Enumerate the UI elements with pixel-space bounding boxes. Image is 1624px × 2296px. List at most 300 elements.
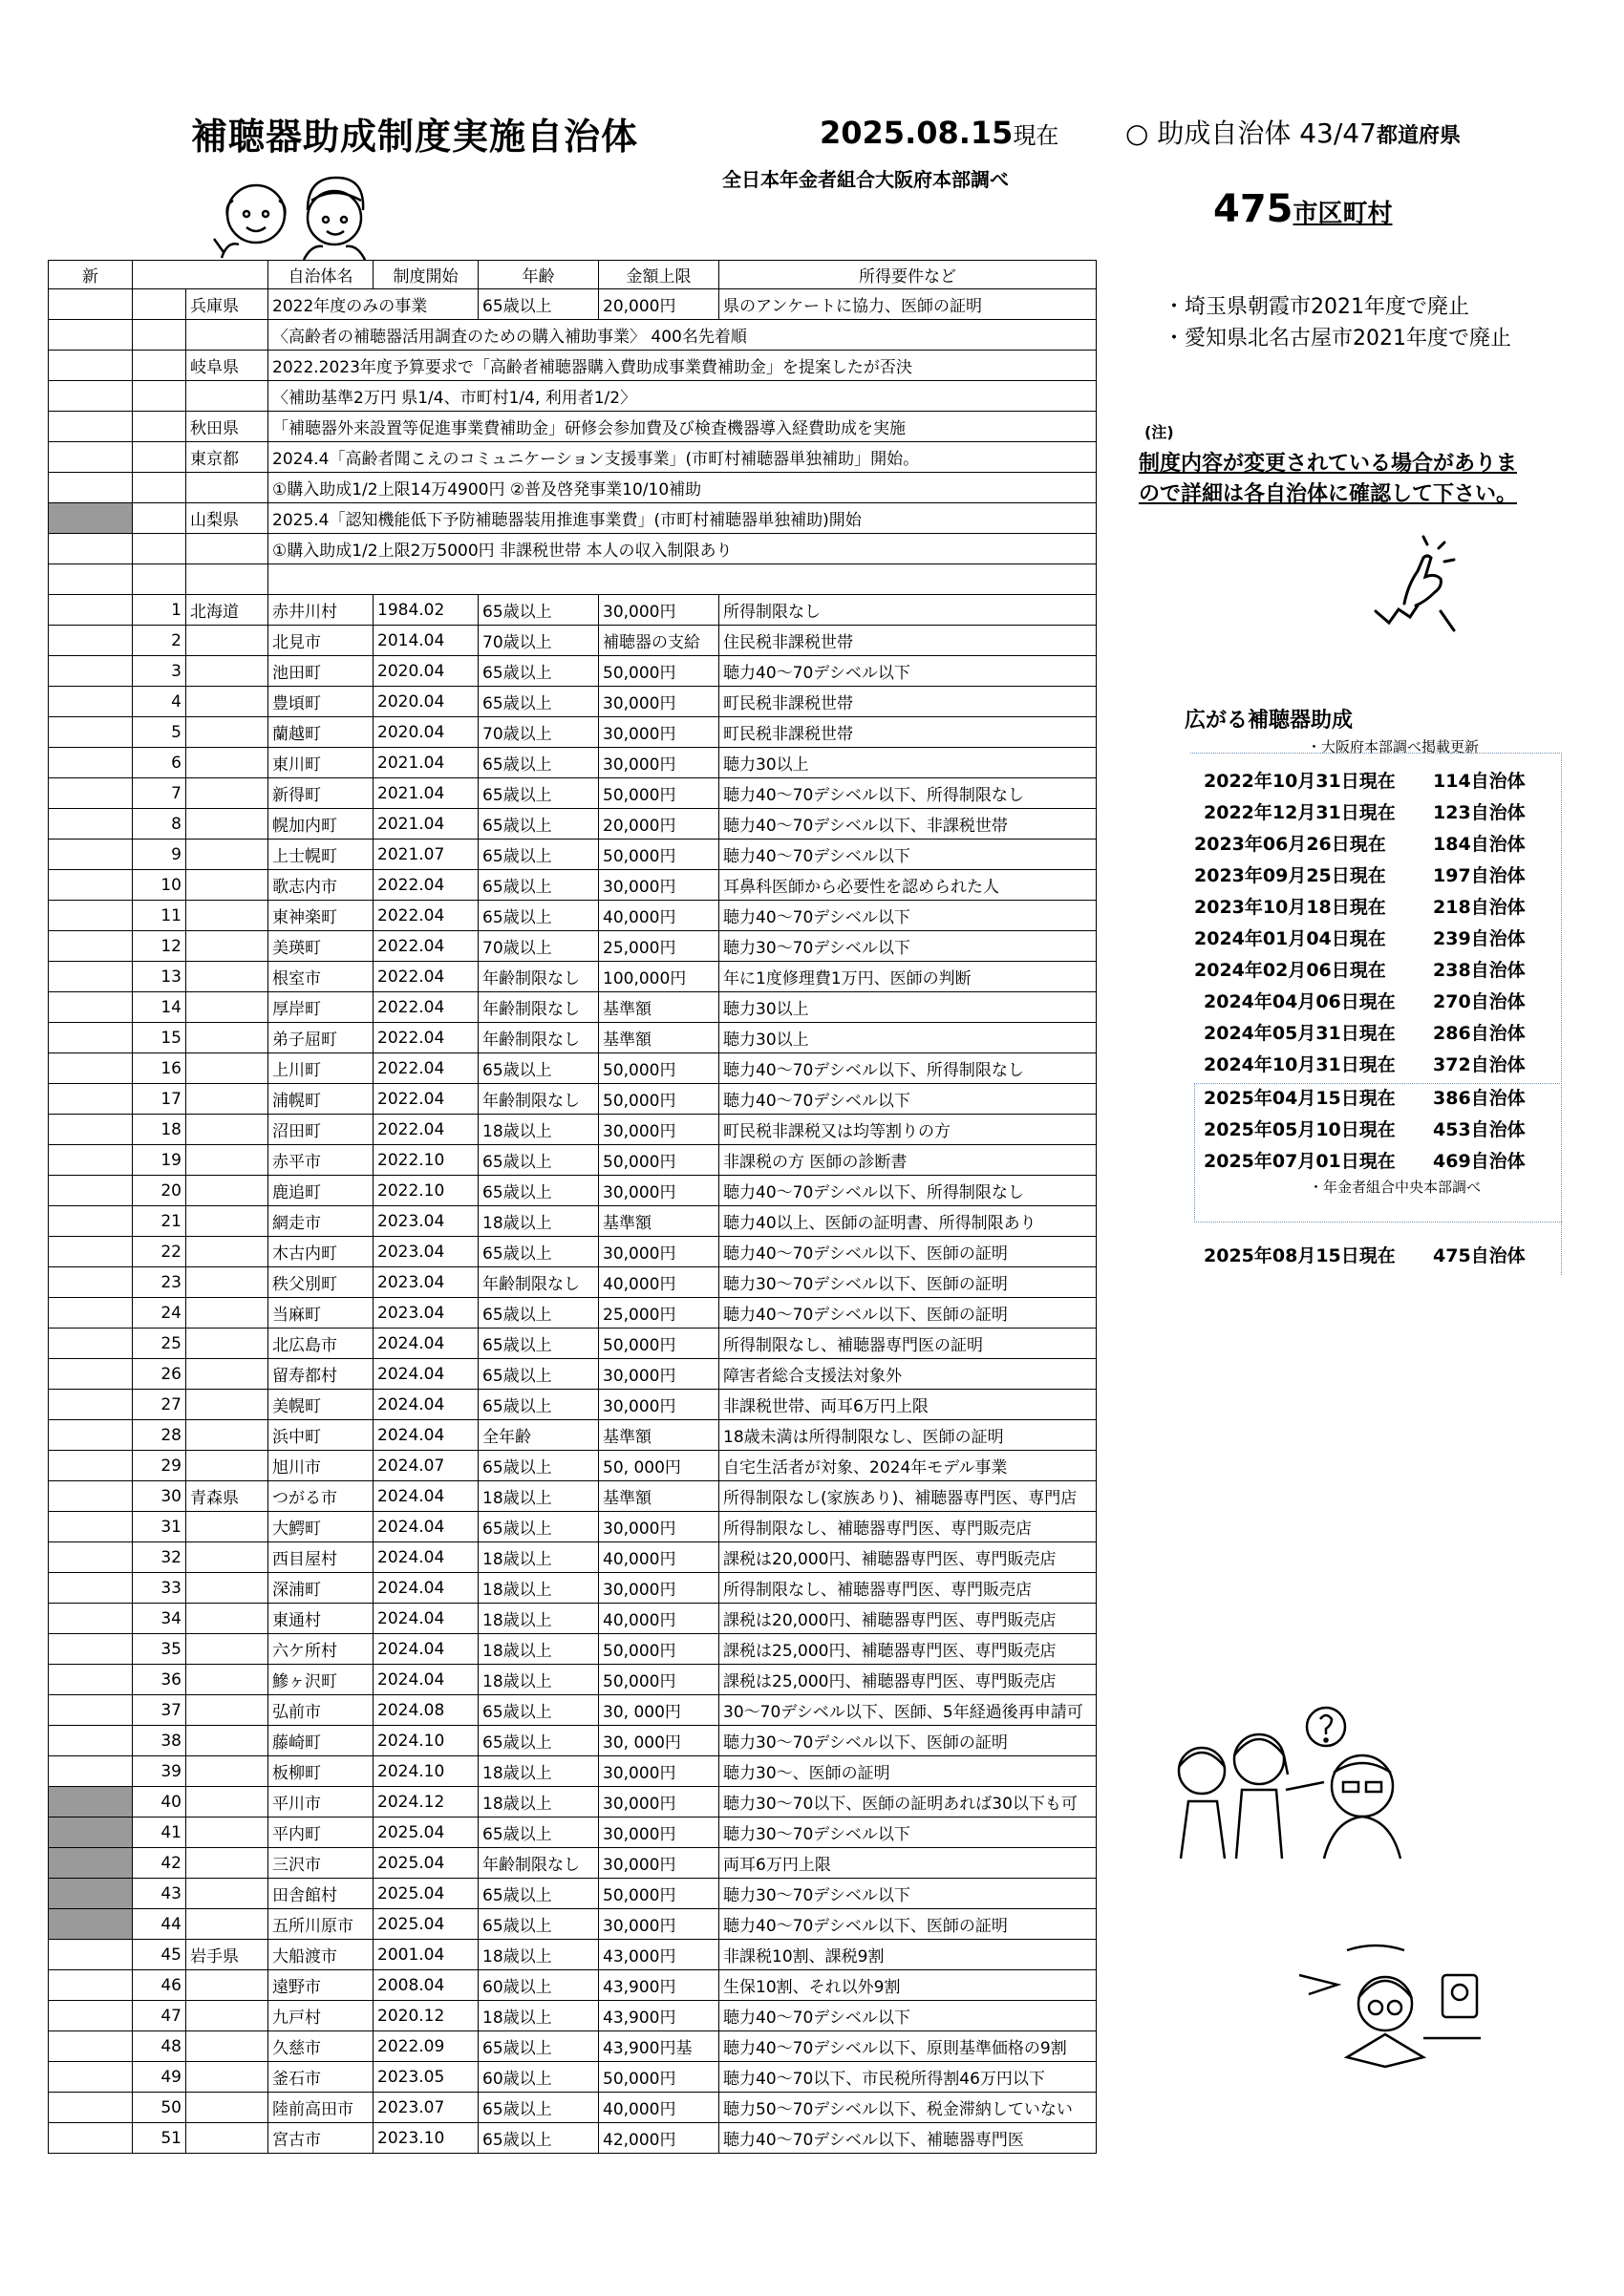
row-number: 32: [133, 1542, 186, 1573]
amount: 基準額: [599, 1420, 719, 1451]
new-marker: [49, 1023, 133, 1053]
table-row: [49, 1359, 1097, 1390]
amount: 30,000円: [599, 687, 719, 717]
row-number: 23: [133, 1267, 186, 1298]
prefecture: [186, 1787, 268, 1818]
municipality: 東川町: [268, 748, 374, 778]
prefecture: [186, 1756, 268, 1787]
amount: 30,000円: [599, 717, 719, 748]
row-number: 41: [133, 1818, 186, 1848]
municipality: 美幌町: [268, 1390, 374, 1420]
amount: 30,000円: [599, 1848, 719, 1879]
age: 65歳以上: [479, 1298, 599, 1329]
new-marker: [49, 2031, 133, 2062]
trend-count: 270自治体: [1433, 991, 1526, 1012]
trend-date: 2024年10月31日現在: [1204, 1054, 1396, 1075]
requirement: 聴力30～70以下、医師の証明あれば30以下も可: [719, 1787, 1097, 1818]
row-number: 36: [133, 1665, 186, 1695]
municipality: 旭川市: [268, 1451, 374, 1481]
prefecture: [186, 1298, 268, 1329]
prefecture: [186, 870, 268, 901]
municipality: 赤井川村: [268, 595, 374, 626]
start-date: 2024.04: [374, 1542, 479, 1573]
start-date: 2022.04: [374, 1115, 479, 1145]
table-row: [49, 595, 1097, 626]
municipality: 三沢市: [268, 1848, 374, 1879]
row-number: 9: [133, 840, 186, 870]
row-number: 3: [133, 656, 186, 687]
row-number: 8: [133, 809, 186, 840]
table-row: [49, 717, 1097, 748]
requirement: 非課税の方 医師の診断書: [719, 1145, 1097, 1176]
prefecture: [186, 1084, 268, 1115]
prefecture-row: [49, 473, 1097, 503]
municipality: 浦幌町: [268, 1084, 374, 1115]
row-number: 15: [133, 1023, 186, 1053]
amount: 30,000円: [599, 1756, 719, 1787]
row-number: 46: [133, 1970, 186, 2001]
municipality: 上士幌町: [268, 840, 374, 870]
age: 18歳以上: [479, 1115, 599, 1145]
age: 60歳以上: [479, 2062, 599, 2093]
municipality: 板柳町: [268, 1756, 374, 1787]
start-date: 2023.04: [374, 1267, 479, 1298]
age: 70歳以上: [479, 626, 599, 656]
prefecture-row: [49, 412, 1097, 442]
prefecture-row: [49, 442, 1097, 473]
amount: 25,000円: [599, 1298, 719, 1329]
amount: 50,000円: [599, 656, 719, 687]
table-row: [49, 1695, 1097, 1726]
requirement: 住民税非課税世帯: [719, 626, 1097, 656]
prefecture: 岩手県: [186, 1940, 268, 1970]
row-number: 51: [133, 2123, 186, 2154]
requirement: 県のアンケートに協力、医師の証明: [719, 289, 1097, 320]
start-date: 2020.04: [374, 687, 479, 717]
table-header-row: [49, 261, 1097, 289]
new-marker: [49, 1237, 133, 1267]
table-row: [49, 1145, 1097, 1176]
age: 65歳以上: [479, 901, 599, 931]
start-date: 2021.07: [374, 840, 479, 870]
new-marker: [49, 1084, 133, 1115]
row-number: 38: [133, 1726, 186, 1756]
municipality: 鰺ヶ沢町: [268, 1665, 374, 1695]
prefecture-note: ①購入助成1/2上限2万5000円 非課税世帯 本人の収入制限あり: [268, 534, 1097, 564]
prefecture: [186, 1267, 268, 1298]
row-number: 18: [133, 1115, 186, 1145]
municipality: 宮古市: [268, 2123, 374, 2154]
age: 18歳以上: [479, 1573, 599, 1604]
amount: 30, 000円: [599, 1695, 719, 1726]
row-number: 28: [133, 1420, 186, 1451]
trend-date: 2023年09月25日現在: [1194, 865, 1386, 886]
prefecture-row: [49, 503, 1097, 534]
start-date: 2023.04: [374, 1237, 479, 1267]
start-date: 2024.04: [374, 1481, 479, 1512]
table-row: [49, 1053, 1097, 1084]
row-number: 50: [133, 2093, 186, 2123]
age: 65歳以上: [479, 1726, 599, 1756]
municipality: 西目屋村: [268, 1542, 374, 1573]
trend-count: 453自治体: [1433, 1119, 1526, 1140]
row-number: 25: [133, 1329, 186, 1359]
age: 65歳以上: [479, 809, 599, 840]
prefecture: [186, 1023, 268, 1053]
start-date: 2025.04: [374, 1848, 479, 1879]
note-line: 制度内容が変更されている場合がありま: [1139, 452, 1518, 476]
row-number: 17: [133, 1084, 186, 1115]
municipality: 北見市: [268, 626, 374, 656]
prefecture-row: [49, 351, 1097, 381]
prefecture: [186, 1053, 268, 1084]
table-row: [49, 1818, 1097, 1848]
row-number: [133, 412, 186, 442]
start-date: 2024.04: [374, 1634, 479, 1665]
prefecture-note: 「補聴器外来設置等促進事業費補助金」研修会参加費及び検査機器導入経費助成を実施: [268, 412, 1097, 442]
amount: 43,900円: [599, 1970, 719, 2001]
prefecture: [186, 962, 268, 992]
prefecture-row: [49, 289, 1097, 320]
table-row: [49, 901, 1097, 931]
requirement: 聴力40～70デシベル以下: [719, 840, 1097, 870]
prefecture: [186, 1176, 268, 1206]
new-marker: [49, 1390, 133, 1420]
start-date: 2023.07: [374, 2093, 479, 2123]
municipality: 幌加内町: [268, 809, 374, 840]
row-number: 22: [133, 1237, 186, 1267]
trend-count: 469自治体: [1433, 1151, 1526, 1172]
start-date: 2024.07: [374, 1451, 479, 1481]
municipality-count-value: 475: [1213, 187, 1293, 231]
requirement: 聴力40～70デシベル以下、所得制限なし: [719, 1176, 1097, 1206]
table-row: [49, 1206, 1097, 1237]
program-name: 2022年度のみの事業: [268, 289, 479, 320]
municipality: 歌志内市: [268, 870, 374, 901]
trend-date: 2024年02月06日現在: [1194, 960, 1386, 981]
subsidy-table: [48, 260, 1097, 2154]
prefecture: 兵庫県: [186, 289, 268, 320]
prefecture: [186, 2001, 268, 2031]
page-title: 補聴器助成制度実施自治体: [191, 116, 639, 158]
new-marker: [49, 1573, 133, 1604]
start-date: 2025.04: [374, 1818, 479, 1848]
new-marker: [49, 1695, 133, 1726]
municipality: 遠野市: [268, 1970, 374, 2001]
amount: 30,000円: [599, 1115, 719, 1145]
municipality: 弘前市: [268, 1695, 374, 1726]
requirement: 聴力40～70デシベル以下、所得制限なし: [719, 1053, 1097, 1084]
prefecture: [186, 931, 268, 962]
requirement: 聴力40～70デシベル以下: [719, 901, 1097, 931]
start-date: 2022.04: [374, 1084, 479, 1115]
prefecture: 北海道: [186, 595, 268, 626]
municipality: 当麻町: [268, 1298, 374, 1329]
trend-item: [1194, 861, 1526, 887]
amount: 20,000円: [599, 289, 719, 320]
table-row: [49, 809, 1097, 840]
new-marker: [49, 656, 133, 687]
row-number: [133, 381, 186, 412]
row-number: 24: [133, 1298, 186, 1329]
table-row: [49, 1390, 1097, 1420]
table-row: [49, 1634, 1097, 1665]
age: 60歳以上: [479, 1970, 599, 2001]
table-row: [49, 1512, 1097, 1542]
prefecture-row: [49, 534, 1097, 564]
row-number: [133, 289, 186, 320]
header-new: 新: [49, 261, 133, 289]
row-number: [133, 442, 186, 473]
age: 65歳以上: [479, 1512, 599, 1542]
age: 年齢制限なし: [479, 1084, 599, 1115]
prefecture: 青森県: [186, 1481, 268, 1512]
prefecture: [186, 1604, 268, 1634]
table-row: [49, 687, 1097, 717]
amount: 42,000円: [599, 2123, 719, 2154]
amount: 30,000円: [599, 1787, 719, 1818]
new-marker: [49, 1604, 133, 1634]
row-number: 26: [133, 1359, 186, 1390]
abolished-note: ・愛知県北名古屋市2021年度で廃止: [1164, 327, 1511, 351]
start-date: 2008.04: [374, 1970, 479, 2001]
prefecture: [186, 1512, 268, 1542]
municipality: 東通村: [268, 1604, 374, 1634]
amount: 50,000円: [599, 1145, 719, 1176]
new-marker: [49, 2123, 133, 2154]
age: 18歳以上: [479, 1787, 599, 1818]
municipality: 田舎館村: [268, 1879, 374, 1909]
row-number: 39: [133, 1756, 186, 1787]
new-marker: [49, 1329, 133, 1359]
prefecture: [186, 1848, 268, 1879]
table-row: [49, 1176, 1097, 1206]
prefecture: [186, 1206, 268, 1237]
row-number: 12: [133, 931, 186, 962]
new-marker: [49, 1420, 133, 1451]
row-number: 34: [133, 1604, 186, 1634]
requirement: 聴力30～70デシベル以下、医師の証明: [719, 1267, 1097, 1298]
table-row: [49, 1023, 1097, 1053]
prefecture-count-unit: 都道府県: [1376, 124, 1461, 148]
amount: 40,000円: [599, 1542, 719, 1573]
age: 年齢制限なし: [479, 992, 599, 1023]
trend-count: 238自治体: [1433, 960, 1526, 981]
requirement: 聴力40～70以下、市民税所得割46万円以下: [719, 2062, 1097, 2093]
requirement: 町民税非課税世帯: [719, 717, 1097, 748]
start-date: 2021.04: [374, 748, 479, 778]
start-date: 2024.04: [374, 1665, 479, 1695]
date-value: 2025.08.15: [820, 115, 1014, 151]
trend-count: 114自治体: [1433, 771, 1526, 792]
requirement: 所得制限なし、補聴器専門医の証明: [719, 1329, 1097, 1359]
prefecture-note: 〈高齢者の補聴器活用調査のための購入補助事業〉 400名先着順: [268, 320, 1097, 351]
amount: 30,000円: [599, 1573, 719, 1604]
trend-date: 2022年12月31日現在: [1204, 802, 1396, 823]
table-row: [49, 1481, 1097, 1512]
header-age: 年齢: [479, 261, 599, 289]
prefecture: [186, 656, 268, 687]
prefecture: [186, 2093, 268, 2123]
trend-count: 218自治体: [1433, 897, 1526, 918]
amount: 補聴器の支給: [599, 626, 719, 656]
new-marker: [49, 1267, 133, 1298]
new-marker: [49, 962, 133, 992]
row-number: 45: [133, 1940, 186, 1970]
prefecture: [186, 1573, 268, 1604]
prefecture-row: [49, 564, 1097, 595]
requirement: 聴力40～70デシベル以下、所得制限なし: [719, 778, 1097, 809]
table-row: [49, 870, 1097, 901]
trend-date: 2024年05月31日現在: [1204, 1023, 1396, 1044]
as-of-date: [820, 115, 1058, 151]
age: 65歳以上: [479, 2123, 599, 2154]
prefecture: [186, 778, 268, 809]
requirement: 課税は25,000円、補聴器専門医、専門販売店: [719, 1665, 1097, 1695]
prefecture-note: 〈補助基準2万円 県1/4、市町村1/4, 利用者1/2〉: [268, 381, 1097, 412]
municipality: 新得町: [268, 778, 374, 809]
row-number: 30: [133, 1481, 186, 1512]
amount: 50,000円: [599, 1634, 719, 1665]
prefecture: [186, 1879, 268, 1909]
age: 65歳以上: [479, 687, 599, 717]
new-marker: [49, 1176, 133, 1206]
trend-item: [1204, 1116, 1526, 1141]
prefecture: [186, 1970, 268, 2001]
requirement: 課税は25,000円、補聴器専門医、専門販売店: [719, 1634, 1097, 1665]
trend-date: 2024年01月04日現在: [1194, 928, 1386, 949]
age: 65歳以上: [479, 2093, 599, 2123]
start-date: 2024.04: [374, 1329, 479, 1359]
prefecture-note: 2024.4「高齢者聞こえのコミュニケーション支援事業」(市町村補聴器単独補助」開始。: [268, 442, 1097, 473]
new-marker: [49, 992, 133, 1023]
start-date: 2022.10: [374, 1145, 479, 1176]
prefecture-count: [1125, 113, 1461, 151]
new-marker: [49, 1115, 133, 1145]
row-number: 43: [133, 1879, 186, 1909]
pointing-hand-icon: [1366, 535, 1471, 640]
age: 65歳以上: [479, 656, 599, 687]
trend-item: [1194, 893, 1526, 919]
prefecture: [186, 840, 268, 870]
header-name: 自治体名: [268, 261, 374, 289]
amount: 40,000円: [599, 901, 719, 931]
trend-count: 286自治体: [1433, 1023, 1526, 1044]
prefecture: [186, 1329, 268, 1359]
age: 年齢制限なし: [479, 1267, 599, 1298]
header-blank: [133, 261, 268, 289]
requirement: 生保10割、それ以外9割: [719, 1970, 1097, 2001]
trend-item: [1204, 1051, 1526, 1076]
start-date: 2025.04: [374, 1909, 479, 1940]
new-marker: [49, 320, 133, 351]
new-marker: [49, 1206, 133, 1237]
table-row: [49, 1879, 1097, 1909]
prefecture: [186, 687, 268, 717]
new-marker: [49, 626, 133, 656]
new-marker: [49, 534, 133, 564]
table-row: [49, 1756, 1097, 1787]
prefecture-note: 2025.4「認知機能低下予防補聴器装用推進事業費」(市町村補聴器単独補助)開始: [268, 503, 1097, 534]
new-marker: [49, 809, 133, 840]
age: 18歳以上: [479, 1665, 599, 1695]
prefecture: [186, 1145, 268, 1176]
age: 18歳以上: [479, 1481, 599, 1512]
note-line: ので詳細は各自治体に確認して下さい。: [1139, 482, 1518, 506]
row-number: 29: [133, 1451, 186, 1481]
age: 65歳以上: [479, 1359, 599, 1390]
start-date: 2024.04: [374, 1390, 479, 1420]
elderly-couple-illustration: [201, 172, 392, 267]
start-date: 2023.04: [374, 1206, 479, 1237]
municipality: 網走市: [268, 1206, 374, 1237]
age: 18歳以上: [479, 1634, 599, 1665]
start-date: 2023.10: [374, 2123, 479, 2154]
prefecture: [186, 1115, 268, 1145]
age: 65歳以上: [479, 1145, 599, 1176]
amount: 43,000円: [599, 1940, 719, 1970]
row-number: 6: [133, 748, 186, 778]
age: 70歳以上: [479, 931, 599, 962]
age: 18歳以上: [479, 1542, 599, 1573]
table-row: [49, 2123, 1097, 2154]
new-marker: [49, 1481, 133, 1512]
prefecture: [186, 534, 268, 564]
table-row: [49, 1237, 1097, 1267]
new-marker: [49, 412, 133, 442]
start-date: 2022.04: [374, 901, 479, 931]
trend-count: 475自治体: [1433, 1245, 1526, 1266]
requirement: 聴力30～70デシベル以下: [719, 931, 1097, 962]
new-marker: [49, 778, 133, 809]
municipality: 平川市: [268, 1787, 374, 1818]
row-number: 16: [133, 1053, 186, 1084]
table-row: [49, 2031, 1097, 2062]
age: 65歳以上: [479, 1451, 599, 1481]
row-number: [133, 503, 186, 534]
requirement: 聴力40～70デシベル以下: [719, 1084, 1097, 1115]
prefecture: [186, 1818, 268, 1848]
table-row: [49, 1115, 1097, 1145]
row-number: 5: [133, 717, 186, 748]
new-marker: [49, 503, 133, 534]
requirement: 非課税世帯、両耳6万円上限: [719, 1390, 1097, 1420]
row-number: 4: [133, 687, 186, 717]
row-number: 1: [133, 595, 186, 626]
table-row: [49, 1787, 1097, 1818]
start-date: 2014.04: [374, 626, 479, 656]
new-marker: [49, 931, 133, 962]
prefecture: [186, 2062, 268, 2093]
table-row: [49, 992, 1097, 1023]
trend-item: [1204, 1242, 1526, 1267]
prefecture-note: ①購入助成1/2上限14万4900円 ②普及啓発事業10/10補助: [268, 473, 1097, 503]
amount: 30,000円: [599, 1909, 719, 1940]
requirement: 所得制限なし、補聴器専門医、専門販売店: [719, 1512, 1097, 1542]
table-row: [49, 1726, 1097, 1756]
age: 70歳以上: [479, 717, 599, 748]
age: 65歳以上: [479, 1818, 599, 1848]
table-row: [49, 1848, 1097, 1879]
age: 65歳以上: [479, 1329, 599, 1359]
trend-item: [1194, 956, 1526, 982]
age: 年齢制限なし: [479, 962, 599, 992]
amount: 50,000円: [599, 1084, 719, 1115]
trend-item: [1204, 988, 1526, 1013]
requirement: 非課税10割、課税9割: [719, 1940, 1097, 1970]
header-start: 制度開始: [374, 261, 479, 289]
start-date: 2023.05: [374, 2062, 479, 2093]
